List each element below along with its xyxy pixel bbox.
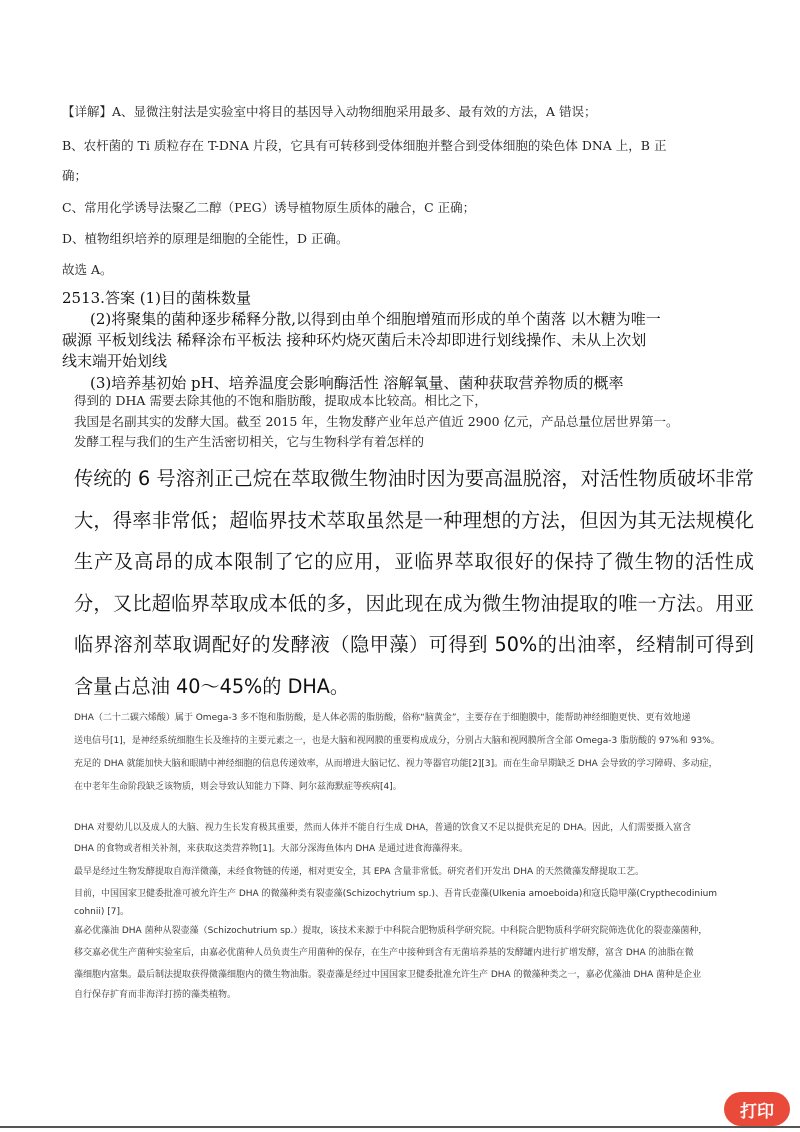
intro-line: 发酵工程与我们的生产生活密切相关，它与生物科学有着怎样的: [74, 434, 425, 449]
dha-text-line: 在中老年生命阶段缺乏该物质，则会导致认知能力下降、阿尔兹海默症等疾病[4]。: [74, 782, 402, 792]
extraction-method-paragraph: 传统的 6 号溶剂正己烷在萃取微生物油时因为要高温脱溶，对活性物质破坏非常大，得率非常低；超临界技术萃取虽然是一种理想的方法，但因为其无法规模化生产及高昂的成本限制了它的应用，亚临界萃取很好的保持了微生物的活性成分，又比超临界萃取成本低的多，因此现在成为微生物油提取的唯一方法。用亚临界溶剂萃取调配好的发酵液（隐甲藻）可得到 50%的出油率，经精制可得到含量占总油 40～45%的 DHA。: [74, 467, 754, 698]
dha-text-line: 藻细胞内富集。最后制法提取获得微藻细胞内的微生物油脂。裂壶藻是经过中国国家卫健委批准允许生产 DHA 的微藻种类之一，嘉必优藻油 DHA 菌种是企业: [74, 970, 702, 980]
answer-line: 2513.答案 (1)目的菌株数量: [62, 289, 251, 307]
dha-text-line: DHA 对婴幼儿以及成人的大脑、视力生长发育极其重要，然而人体并不能自行生成 DHA，普通的饮食又不足以提供充足的 DHA。因此，人们需要摄入富含: [74, 823, 692, 833]
intro-line: 得到的 DHA 需要去除其他的不饱和脂肪酸，提取成本比较高。相比之下，: [74, 393, 487, 408]
explanation-line: B、农杆菌的 Ti 质粒存在 T-DNA 片段，它具有可转移到受体细胞并整合到受体细胞的染色体 DNA 上，B 正: [62, 138, 667, 153]
dha-text-line: 最早是经过生物发酵提取自海洋微藻，未经食物链的传递，相对更安全，其 EPA 含量非常低。研究者们开发出 DHA 的天然微藻发酵提取工艺。: [74, 867, 644, 877]
explanation-line: 【详解】A、显微注射法是实验室中将目的基因导入动物细胞采用最多、最有效的方法，A 错误；: [62, 104, 597, 119]
dha-text-line: 充足的 DHA 就能加快大脑和眼睛中神经细胞的信息传递效率，从而增进大脑记忆、视力等器官功能[2][3]。而在生命早期缺乏 DHA 会导致的学习障碍、多动症，: [74, 759, 718, 769]
answer-line: 线末端开始划线: [62, 352, 168, 370]
dha-text-line: 自行保存扩育而非海洋打捞的藻类植物。: [74, 990, 237, 1000]
answer-line: (2)将聚集的菌种逐步稀释分散,以得到由单个细胞增殖而形成的单个菌落 以木糖为唯一: [90, 310, 661, 328]
explanation-line: 确；: [62, 168, 88, 183]
explanation-line: C、常用化学诱导法聚乙二醇（PEG）诱导植物原生质体的融合，C 正确；: [62, 200, 476, 215]
answer-line: (3)培养基初始 pH、培养温度会影响酶活性 溶解氧量、菌种获取营养物质的概率: [90, 374, 624, 392]
bottom-divider: [0, 1126, 800, 1128]
dha-text-line: cohnii) [7]。: [74, 907, 129, 917]
dha-text-line: 送电信号[1]，是神经系统细胞生长及维持的主要元素之一，也是大脑和视网膜的重要构成成分，分别占大脑和视网膜所含全部 Omega-3 脂肪酸的 97%和 93%。: [74, 736, 720, 746]
dha-text-line: 嘉必优藻油 DHA 菌种从裂壶藻（Schizochutrium sp.）提取，该技术来源于中科院合肥物质科学研究院。中科院合肥物质科学研究院筛选优化的裂壶藻菌种，: [74, 926, 708, 936]
answer-line: 碳源 平板划线法 稀释涂布平板法 接种环灼烧灭菌后未冷却即进行划线操作、未从上次划: [62, 331, 647, 349]
dha-text-line: 移交嘉必优生产菌种实验室后，由嘉必优菌种人员负责生产用菌种的保存，在生产中接种到含有无菌培养基的发酵罐内进行扩增发酵，富含 DHA 的油脂在微: [74, 948, 694, 958]
explanation-line: D、植物组织培养的原理是细胞的全能性，D 正确。: [62, 231, 349, 246]
explanation-line: 故选 A。: [62, 262, 113, 277]
dha-text-line: DHA（二十二碳六烯酸）属于 Omega-3 多不饱和脂肪酸，是人体必需的脂肪酸，俗称“脑黄金”，主要存在于细胞膜中，能帮助神经细胞更快、更有效地递: [74, 713, 691, 723]
dha-text-line: 目前，中国国家卫健委批准可被允许生产 DHA 的微藻种类有裂壶藻(Schizochytrium sp.)、吾肯氏壶藻(Ulkenia amoeboida)和寇氏隐甲藻(Crypthecodinium: [74, 889, 718, 899]
dha-text-line: DHA 的食物或者相关补剂，来获取这类营养物[1]。大部分深海鱼体内 DHA 是通过进食海藻得来。: [74, 844, 469, 854]
print-button[interactable]: 打印: [724, 1092, 790, 1126]
intro-line: 我国是名副其实的发酵大国。截至 2015 年，生物发酵产业年总产值近 2900 亿元，产品总量位居世界第一。: [74, 414, 679, 429]
